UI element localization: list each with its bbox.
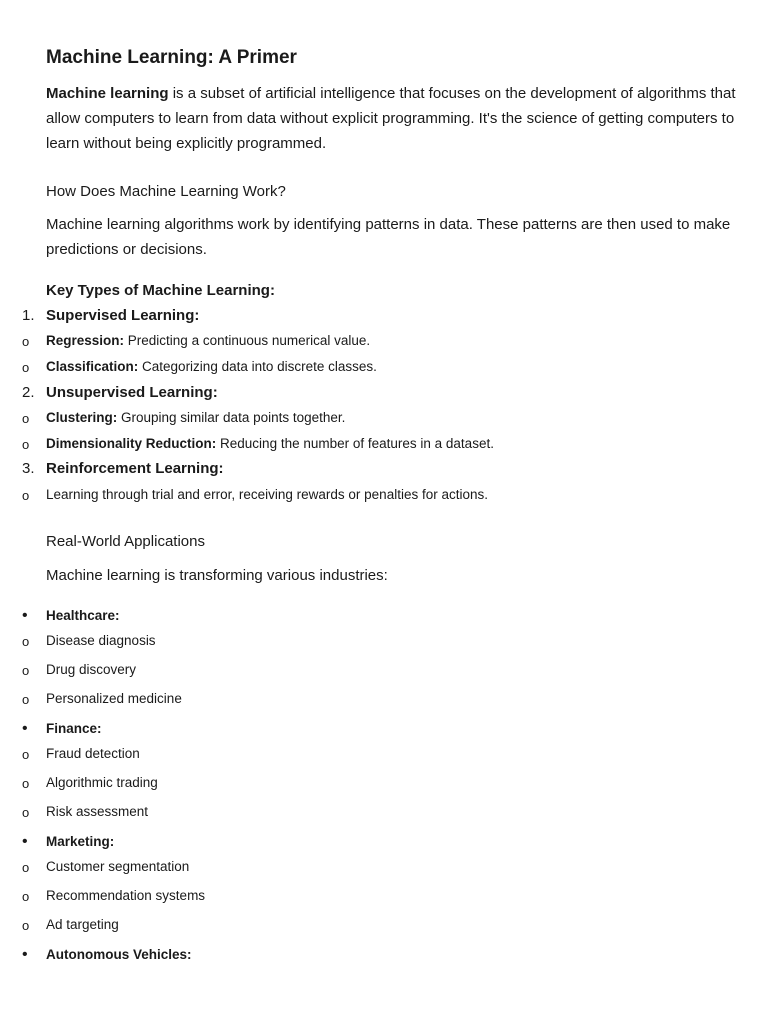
sub-bullet-icon: o (22, 776, 30, 791)
sub-bullet-icon: o (22, 918, 30, 933)
sub-bullet-icon: o (22, 488, 30, 503)
section-heading-applications: Real-World Applications (46, 533, 205, 550)
list-item: Personalized medicine (46, 691, 182, 706)
sub-bullet-icon: o (22, 692, 30, 707)
bullet-icon: • (22, 946, 28, 963)
list-item: Risk assessment (46, 804, 149, 819)
section-heading-how: How Does Machine Learning Work? (46, 183, 286, 200)
types-heading: Key Types of Machine Learning: (46, 282, 275, 299)
bullet-icon: • (22, 833, 28, 850)
sector-finance: Finance: (46, 721, 102, 736)
list-item: Ad targeting (46, 917, 119, 932)
list-item: Disease diagnosis (46, 633, 156, 648)
list-item (46, 435, 738, 453)
item-term: Classification: (46, 359, 139, 374)
sub-bullet-icon: o (22, 747, 30, 762)
sub-bullet-icon: o (22, 360, 30, 375)
list-item (46, 409, 738, 427)
page-title: Machine Learning: A Primer (46, 47, 297, 68)
sector-healthcare: Healthcare: (46, 608, 120, 623)
list-item (46, 332, 738, 350)
applications-intro: Machine learning is transforming various industries: (46, 567, 388, 584)
item-term: Dimensionality Reduction: (46, 436, 217, 451)
sub-bullet-icon: o (22, 334, 30, 349)
sub-bullet-icon: o (22, 889, 30, 904)
list-item: Fraud detection (46, 746, 140, 761)
sub-bullet-icon: o (22, 860, 30, 875)
sub-bullet-icon: o (22, 634, 30, 649)
item-term: Regression: (46, 333, 125, 348)
list-item: Learning through trial and error, receiving rewards or penalties for actions. (46, 487, 488, 502)
list-number: 3. (22, 460, 35, 477)
list-number: 2. (22, 384, 35, 401)
list-item: Customer segmentation (46, 859, 190, 874)
intro-text: is a subset of artificial intelligence that focuses on the development of algorithms that allow computers to learn from data without explicit programming. It's the science of getting computers to learn without being explicitly programmed. (46, 85, 736, 152)
sector-autonomous-vehicles: Autonomous Vehicles: (46, 947, 192, 962)
type-unsupervised: Unsupervised Learning: (46, 384, 218, 401)
sub-bullet-icon: o (22, 663, 30, 678)
list-item: Recommendation systems (46, 888, 206, 903)
bullet-icon: • (22, 607, 28, 624)
type-reinforcement: Reinforcement Learning: (46, 460, 224, 477)
sub-bullet-icon: o (22, 805, 30, 820)
sub-bullet-icon: o (22, 437, 30, 452)
item-text: Grouping similar data points together. (117, 410, 346, 425)
item-text: Categorizing data into discrete classes. (138, 359, 377, 374)
list-number: 1. (22, 307, 35, 324)
item-term: Clustering: (46, 410, 118, 425)
intro-term: Machine learning (46, 85, 169, 102)
list-item (46, 358, 738, 376)
item-text: Predicting a continuous numerical value. (124, 333, 371, 348)
sub-bullet-icon: o (22, 411, 30, 426)
sector-marketing: Marketing: (46, 834, 115, 849)
list-item: Drug discovery (46, 662, 137, 677)
intro-paragraph (46, 81, 738, 156)
bullet-icon: • (22, 720, 28, 737)
type-supervised: Supervised Learning: (46, 307, 200, 324)
item-text: Reducing the number of features in a dataset. (216, 436, 494, 451)
how-paragraph: Machine learning algorithms work by identifying patterns in data. These patterns are then used to make predictions or decisions. (46, 216, 731, 258)
list-item: Algorithmic trading (46, 775, 158, 790)
